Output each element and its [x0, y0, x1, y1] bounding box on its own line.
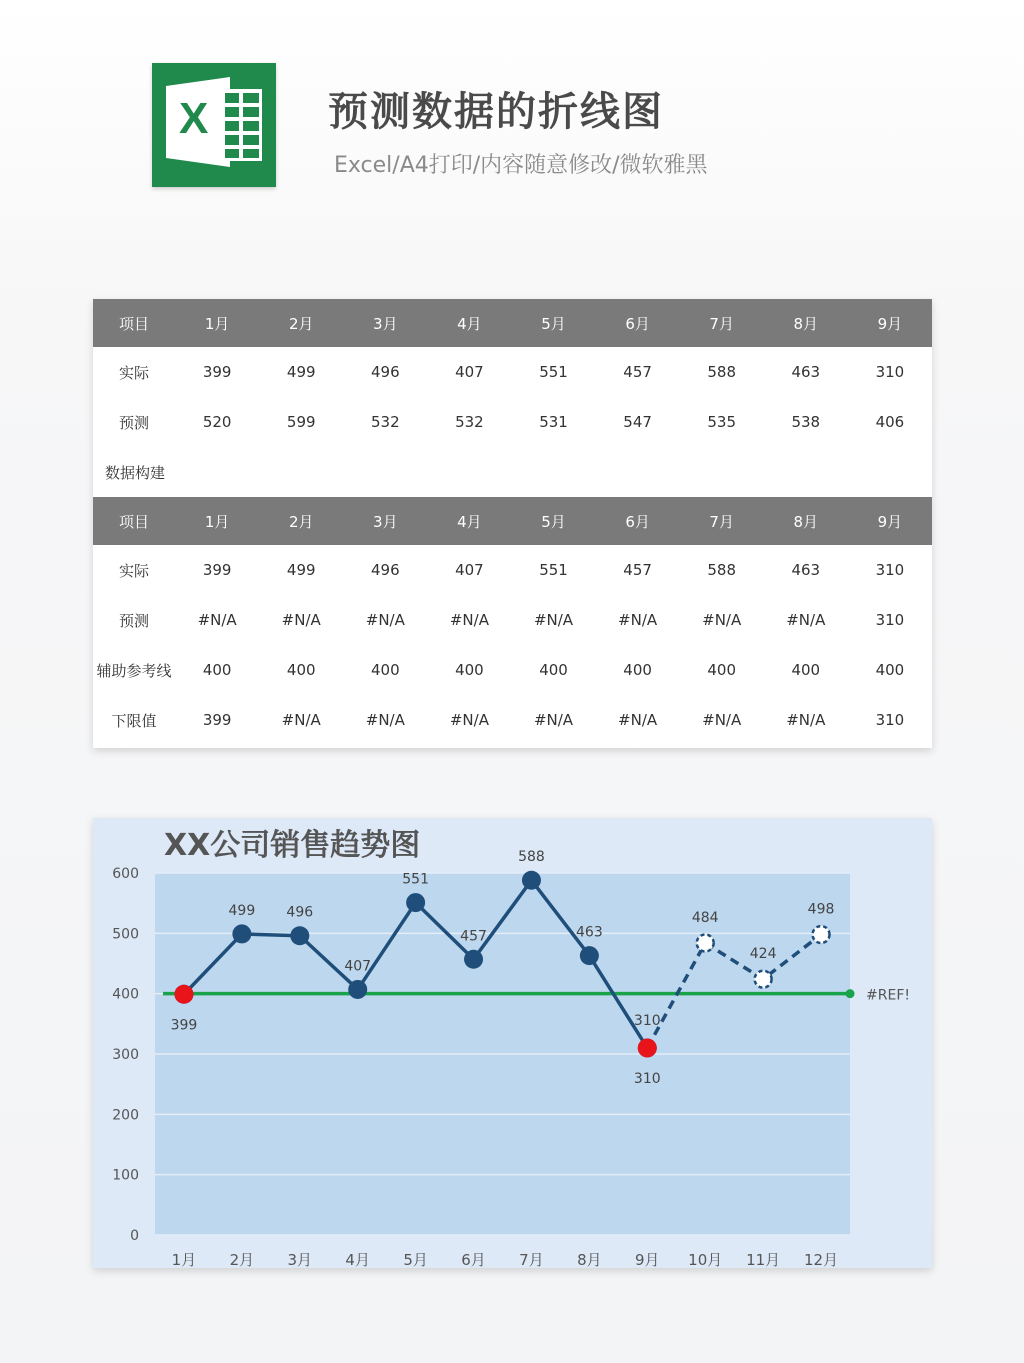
table-cell[interactable]: 9月: [848, 299, 932, 347]
actual-data-label: 399: [170, 1017, 198, 1034]
table-cell[interactable]: #N/A: [365, 711, 405, 729]
forecast-point: [755, 971, 772, 988]
table-cell[interactable]: 310: [875, 611, 905, 629]
x-tick-label: 1月: [171, 1251, 197, 1268]
table-cell[interactable]: 400: [875, 661, 905, 679]
table-header-row: [93, 299, 932, 347]
row-label-cell[interactable]: 实际: [119, 363, 150, 382]
table-cell[interactable]: 6月: [596, 299, 680, 347]
table-cell[interactable]: 4月: [427, 299, 511, 347]
table-header-row: [93, 497, 932, 545]
y-tick-label: 200: [112, 1107, 139, 1124]
table-cell[interactable]: #N/A: [533, 711, 574, 729]
table-cell[interactable]: 400: [539, 661, 568, 679]
x-tick-label: 7月: [519, 1251, 544, 1268]
table-cell[interactable]: 463: [791, 363, 821, 381]
table-cell[interactable]: 310: [875, 711, 905, 729]
row-label-cell[interactable]: 预测: [119, 611, 150, 630]
grid-icon: [222, 89, 262, 161]
table-cell[interactable]: 1月: [175, 299, 259, 347]
table-cell[interactable]: #N/A: [449, 611, 489, 629]
lower-value-point: [174, 985, 193, 1004]
table-cell[interactable]: 7月: [680, 299, 764, 347]
x-tick-label: 8月: [577, 1251, 602, 1268]
table-cell[interactable]: 499: [286, 363, 316, 381]
table-row: [93, 397, 932, 447]
table-cell[interactable]: 496: [371, 561, 400, 579]
table-cell[interactable]: 400: [623, 661, 652, 679]
table-cell[interactable]: 400: [707, 661, 737, 679]
table-cell[interactable]: 547: [623, 413, 652, 431]
table-cell[interactable]: 400: [455, 661, 484, 679]
table-row: [93, 347, 932, 397]
table-cell[interactable]: #N/A: [786, 611, 826, 629]
actual-data-label: 407: [344, 958, 372, 975]
table-cell[interactable]: #N/A: [702, 711, 742, 729]
table-cell[interactable]: #N/A: [281, 711, 321, 729]
forecast-point: [697, 934, 714, 951]
section-label: 数据构建: [105, 463, 166, 482]
excel-logo: [152, 63, 276, 187]
table-cell[interactable]: 407: [455, 363, 484, 381]
chart-title: XX公司销售趋势图: [164, 828, 421, 863]
x-tick-label: 12月: [803, 1251, 839, 1268]
table-cell[interactable]: 310: [875, 561, 905, 579]
x-tick-label: 6月: [461, 1251, 486, 1268]
table-cell[interactable]: #N/A: [281, 611, 321, 629]
table-row: [93, 545, 932, 595]
actual-point: [406, 893, 425, 912]
table-cell[interactable]: 457: [623, 363, 652, 381]
table-cell[interactable]: 599: [286, 413, 316, 431]
actual-point: [580, 946, 599, 965]
table-cell[interactable]: 407: [455, 561, 484, 579]
forecast-data-label: 424: [749, 946, 777, 963]
table-cell[interactable]: 310: [875, 363, 905, 381]
table-cell[interactable]: 399: [202, 711, 232, 729]
actual-point: [464, 950, 483, 969]
table-cell[interactable]: 3月: [343, 497, 427, 545]
table-cell[interactable]: 3月: [343, 299, 427, 347]
table-cell[interactable]: 463: [791, 561, 821, 579]
actual-data-label: 551: [402, 871, 429, 888]
x-tick-label: 9月: [635, 1251, 660, 1268]
table-cell[interactable]: 5月: [511, 497, 595, 545]
y-tick-label: 300: [112, 1047, 139, 1063]
table-cell[interactable]: 496: [371, 363, 400, 381]
forecast-data-label: 498: [807, 901, 835, 918]
reference-line-end-marker: [846, 989, 855, 998]
actual-data-label: 310: [633, 1070, 661, 1087]
table-cell[interactable]: 531: [539, 413, 568, 431]
table-cell[interactable]: 457: [623, 561, 652, 579]
table-row: [93, 645, 932, 695]
table-cell[interactable]: 399: [202, 363, 232, 381]
table-cell[interactable]: 399: [202, 561, 232, 579]
table-cell[interactable]: 551: [539, 561, 568, 579]
table-cell[interactable]: 400: [202, 661, 232, 679]
lower-value-point: [638, 1038, 657, 1057]
table-cell[interactable]: #N/A: [618, 611, 658, 629]
table-cell[interactable]: #N/A: [449, 711, 489, 729]
row-label-cell[interactable]: 辅助参考线: [96, 661, 172, 680]
table-cell[interactable]: 400: [791, 661, 821, 679]
x-tick-label: 3月: [287, 1251, 313, 1268]
x-tick-label: 2月: [229, 1251, 255, 1268]
page-subtitle: Excel/A4打印/内容随意修改/微软雅黑: [334, 153, 708, 178]
row-label-cell[interactable]: 项目: [93, 497, 175, 545]
y-tick-label: 100: [112, 1167, 139, 1184]
table-cell[interactable]: #N/A: [533, 611, 574, 629]
x-tick-label: 5月: [403, 1251, 428, 1268]
table-cell[interactable]: 588: [707, 363, 737, 381]
section-row: [93, 447, 932, 497]
actual-data-label: 463: [576, 924, 603, 941]
logo-letter: X: [179, 94, 209, 143]
data-sheet: [93, 299, 932, 748]
table-cell[interactable]: 2月: [259, 497, 343, 545]
line-chart: [93, 818, 932, 1268]
table-cell[interactable]: #N/A: [197, 611, 237, 629]
row-label-cell[interactable]: 项目: [93, 299, 175, 347]
reference-line-label: #REF!: [866, 987, 911, 1004]
y-tick-label: 0: [130, 1228, 139, 1244]
table-cell[interactable]: 5月: [511, 299, 595, 347]
table-cell[interactable]: 9月: [848, 497, 932, 545]
table-cell[interactable]: 532: [371, 413, 400, 431]
table-cell[interactable]: 7月: [680, 497, 764, 545]
y-tick-label: 600: [112, 866, 139, 882]
table-cell[interactable]: 538: [791, 413, 821, 431]
actual-point: [348, 980, 367, 999]
chart-card: [93, 818, 932, 1268]
table-cell[interactable]: 400: [286, 661, 316, 679]
table-cell[interactable]: 2月: [259, 299, 343, 347]
table-cell[interactable]: 4月: [427, 497, 511, 545]
row-label-cell[interactable]: 实际: [119, 561, 150, 580]
x-tick-label: 11月: [746, 1251, 781, 1268]
actual-data-label: 457: [460, 928, 487, 945]
table-cell[interactable]: #N/A: [702, 611, 742, 629]
actual-point: [232, 924, 251, 943]
table-cell[interactable]: 406: [875, 413, 905, 431]
actual-data-label: 588: [518, 849, 545, 866]
page-title: 预测数据的折线图: [328, 89, 664, 135]
actual-data-label: 499: [228, 902, 256, 919]
row-label-cell[interactable]: 下限值: [111, 711, 157, 730]
table-row: [93, 695, 932, 745]
table-cell[interactable]: 551: [539, 363, 568, 381]
table-cell[interactable]: #N/A: [786, 711, 826, 729]
actual-point: [522, 871, 541, 890]
table-cell[interactable]: 535: [707, 413, 737, 431]
table-cell[interactable]: 499: [286, 561, 316, 579]
actual-data-label: 496: [286, 904, 314, 921]
y-tick-label: 500: [112, 926, 139, 943]
table-cell[interactable]: 532: [455, 413, 484, 431]
table-cell[interactable]: 1月: [175, 497, 259, 545]
data-table: [93, 299, 932, 745]
table-cell[interactable]: 6月: [596, 497, 680, 545]
actual-point: [290, 926, 309, 945]
table-cell[interactable]: #N/A: [618, 711, 658, 729]
table-cell[interactable]: 400: [371, 661, 400, 679]
forecast-data-label: 310: [633, 1012, 661, 1029]
y-tick-label: 400: [112, 986, 139, 1003]
row-label-cell[interactable]: 预测: [119, 413, 150, 432]
table-cell[interactable]: 8月: [764, 497, 848, 545]
table-cell[interactable]: 8月: [764, 299, 848, 347]
table-row: [93, 595, 932, 645]
x-tick-label: 4月: [345, 1251, 370, 1268]
forecast-point: [813, 926, 830, 943]
x-tick-label: 10月: [688, 1251, 723, 1268]
table-cell[interactable]: 520: [202, 413, 232, 431]
table-cell[interactable]: 588: [707, 561, 737, 579]
table-cell[interactable]: #N/A: [365, 611, 405, 629]
forecast-data-label: 484: [691, 909, 719, 926]
